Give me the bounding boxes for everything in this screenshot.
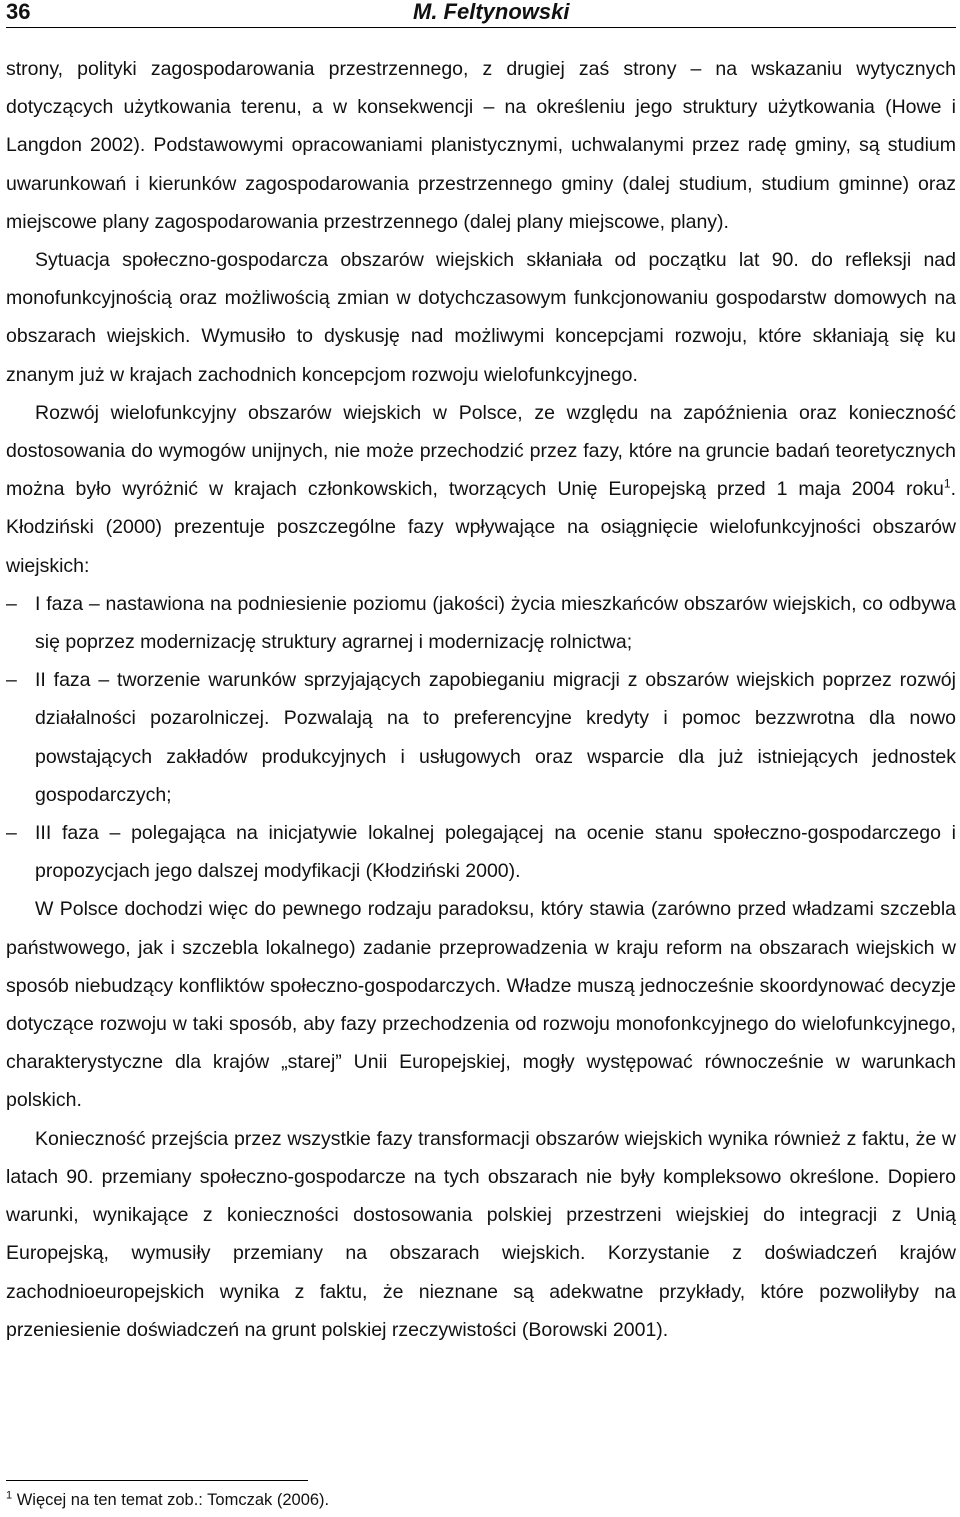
list-dash: – — [6, 822, 17, 845]
phase-list — [6, 585, 956, 891]
running-author: M. Feltynowski — [413, 0, 570, 24]
document-page — [6, 0, 956, 1517]
paragraph-paradox: W Polsce dochodzi więc do pewnego rodzaju paradoksu, który stawia (zarówno przed władzami szczebla państwowego, jak i szczebla lokalnego) zadanie przeprowadzenia w kraju reform na obszarach wiejskich w sposób niebudzący konfliktów społeczno-gospodarczych. Władze muszą jednocześnie skoordynować decyzje dotyczące rozwoju w taki sposób, aby fazy przechodzenia od rozwoju monofonkcyjnego do wielofunkcyjnego, charakterystyczne dla krajów „starej” Unii Europejskiej, mogły występować równocześnie w warunkach polskich. — [6, 898, 956, 1112]
list-dash: – — [6, 669, 17, 692]
paragraph-text: Rozwój wielofunkcyjny obszarów wiejskich w Polsce, ze względu na zapóźnienia oraz konieczność dostosowania do wymogów unijnych, nie może przechodzić przez fazy, które na gruncie badań teoretycznych można było wyróżnić w krajach członkowskich, tworzących Unię Europejską przed 1 maja 2004 roku — [6, 401, 956, 501]
paragraph-text: . Kłodziński (2000) prezentuje poszczególne fazy wpływające na osiągnięcie wielofunkcyjności obszarów wiejskich: — [6, 478, 956, 577]
running-header — [6, 0, 956, 28]
list-item-phase-3 — [6, 814, 956, 890]
paragraph-transformation: Konieczność przejścia przez wszystkie fazy transformacji obszarów wiejskich wynika również z faktu, że w latach 90. przemiany społeczno-gospodarcze na tych obszarach nie były kompleksowo określone. Dopiero warunki, wynikające z konieczności dostosowania polskiej przestrzeni wiejskiej do integracji z Unią Europejską, wymusiły przemiany na obszarach wiejskich. Korzystanie z doświadczeń krajów zachodnioeuropejskich wynika z faktu, że nieznane są adekwatne przykłady, które pozwoliłyby na przeniesienie doświadczeń na grunt polskiej rzeczywistości (Borowski 2001). — [6, 1127, 956, 1341]
paragraph-socioeconomic-situation: Sytuacja społeczno-gospodarcza obszarów wiejskich skłaniała od początku lat 90. do refleksji nad monofunkcyjnością oraz możliwością zmian w dotychczasowym funkcjonowaniu gospodarstw domowych na obszarach wiejskich. Wymusiło to dyskusję nad możliwymi koncepcjami rozwoju, które skłaniają się ku znanym już w krajach zachodnich koncepcjom rozwoju wielofunkcyjnego. — [6, 249, 956, 386]
footnote-number: 1 — [6, 1489, 13, 1502]
footnote-text: Więcej na ten temat zob.: Tomczak (2006). — [12, 1491, 330, 1509]
list-item-text: III faza – polegająca na inicjatywie lokalnej polegającej na ocenie stanu społeczno-gospodarczego i propozycjach jego dalszej modyfikacji (Kłodziński 2000). — [35, 822, 956, 883]
list-item-text: I faza – nastawiona na podniesienie poziomu (jakości) życia mieszkańców obszarów wiejskich, co odbywa się poprzez modernizację struktury agrarnej i modernizację rolnictwa; — [35, 592, 956, 654]
page-number: 36 — [6, 0, 31, 24]
paragraph-multifunctional-development — [6, 394, 956, 585]
footnote — [6, 1490, 329, 1510]
body-text — [6, 50, 956, 1349]
list-item-text: II faza – tworzenie warunków sprzyjających zapobieganiu migracji z obszarów wiejskich poprzez rozwój działalności pozarolniczej. Pozwalają na to preferencyjne kredyty i pomoc bezzwrotna dla nowo powstających zakładów produkcyjnych i usługowych oraz wsparcie dla już istniejących jednostek gospodarczych; — [35, 669, 956, 806]
list-dash: – — [6, 592, 17, 615]
footnote-reference[interactable]: 1 — [943, 476, 951, 491]
paragraph-planning-documents: strony, polityki zagospodarowania przestrzennego, z drugiej zaś strony – na wskazaniu wytycznych dotyczących użytkowania terenu, a w konsekwencji – na określeniu jego struktury użytkowania (Howe i Langdon 2002). Podstawowymi opracowaniami planistycznymi, uchwalanymi przez radę gminy, są studium uwarunkowań i kierunków zagospodarowania przestrzennego gminy (dalej studium, studium gminne) oraz miejscowe plany zagospodarowania przestrzennego (dalej plany miejscowe, plany). — [6, 58, 956, 233]
list-item-phase-1 — [6, 585, 956, 661]
list-item-phase-2 — [6, 661, 956, 814]
footnote-separator — [6, 1480, 308, 1481]
